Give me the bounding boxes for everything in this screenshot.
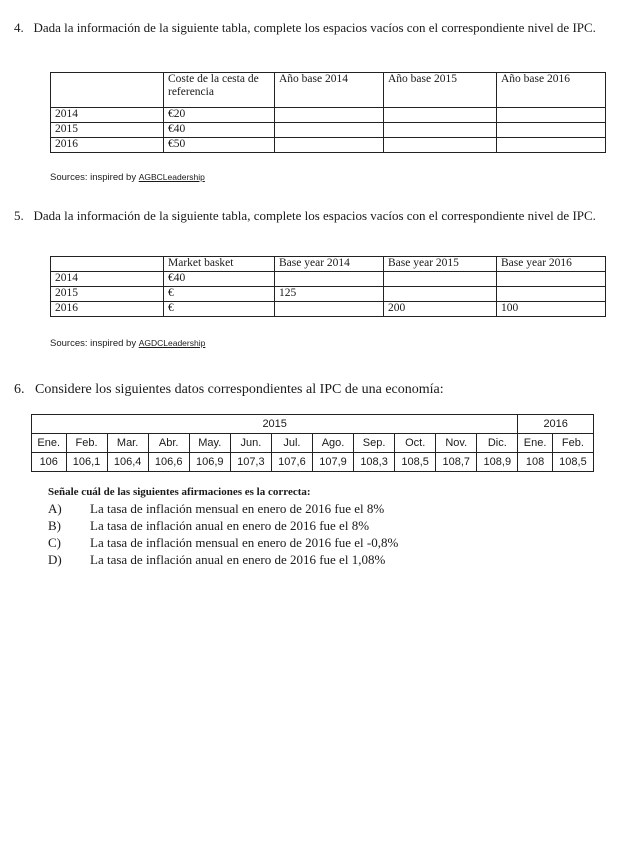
- table-cell: €20: [164, 108, 275, 123]
- table-cell: 2015: [51, 123, 164, 138]
- cpi-value-cell: 108,7: [436, 453, 477, 472]
- table-header-cell: Coste de la cesta de referencia: [164, 73, 275, 108]
- table-cell: 200: [384, 302, 497, 317]
- option-letter: B): [48, 518, 61, 533]
- cpi-value-cell: 107,3: [230, 453, 271, 472]
- table-header-cell: Año base 2015: [384, 73, 497, 108]
- month-cell: Ene.: [32, 434, 67, 453]
- table-cell: 2014: [51, 108, 164, 123]
- table-header-cell: Año base 2014: [275, 73, 384, 108]
- question-6: [14, 382, 444, 398]
- table-cell: €40: [164, 123, 275, 138]
- table-row: [51, 138, 606, 153]
- source-link: AGDCLeadership: [138, 338, 206, 348]
- table-cell: [384, 272, 497, 287]
- question-5-source: [50, 338, 205, 349]
- table-header-row: [51, 73, 606, 108]
- table-cell: 2015: [51, 287, 164, 302]
- table-header-cell: Base year 2016: [497, 257, 606, 272]
- option-c[interactable]: [48, 535, 398, 552]
- question-4-number: 4.: [14, 20, 24, 35]
- table-cell: [51, 73, 164, 108]
- table-header-row: [51, 257, 606, 272]
- table-cell: €: [164, 287, 275, 302]
- year-2016-header: 2016: [518, 415, 594, 434]
- option-b[interactable]: [48, 518, 398, 535]
- table-cell: [275, 138, 384, 153]
- question-6-text: Considere los siguientes datos correspondientes al IPC de una economía:: [35, 382, 444, 397]
- cpi-table: [31, 414, 594, 472]
- table-cell: €50: [164, 138, 275, 153]
- table-header-cell: Market basket: [164, 257, 275, 272]
- cpi-value-cell: 107,6: [271, 453, 312, 472]
- cpi-value-cell: 106,9: [189, 453, 230, 472]
- option-text: La tasa de inflación anual en enero de 2016 fue el 8%: [90, 518, 370, 533]
- month-cell: Mar.: [107, 434, 148, 453]
- month-cell: Jun.: [230, 434, 271, 453]
- month-cell: Sep.: [354, 434, 395, 453]
- cpi-value-cell: 106: [32, 453, 67, 472]
- question-4: [14, 20, 596, 36]
- table-cell: [275, 108, 384, 123]
- question-4-table: [50, 72, 606, 153]
- month-cell: Oct.: [395, 434, 436, 453]
- question-4-source: [50, 172, 205, 183]
- cpi-value-cell: 107,9: [312, 453, 353, 472]
- answer-options: [48, 486, 398, 569]
- option-text: La tasa de inflación anual en enero de 2016 fue el 1,08%: [90, 552, 386, 567]
- values-row: [32, 453, 594, 472]
- option-letter: C): [48, 535, 61, 550]
- question-5-number: 5.: [14, 208, 24, 223]
- table-cell: [384, 138, 497, 153]
- month-cell: May.: [189, 434, 230, 453]
- table-row: [51, 287, 606, 302]
- table-cell: 2014: [51, 272, 164, 287]
- month-cell: Jul.: [271, 434, 312, 453]
- table-header-cell: Base year 2015: [384, 257, 497, 272]
- source-link: AGBCLeadership: [138, 172, 205, 182]
- month-cell: Dic.: [477, 434, 518, 453]
- months-row: [32, 434, 594, 453]
- cpi-value-cell: 106,4: [107, 453, 148, 472]
- question-5: [14, 208, 596, 224]
- table-cell: 125: [275, 287, 384, 302]
- table-cell: [497, 138, 606, 153]
- question-4-text: Dada la información de la siguiente tabla, complete los espacios vacíos con el correspondiente nivel de IPC.: [33, 20, 596, 35]
- table-cell: €40: [164, 272, 275, 287]
- table-cell: 100: [497, 302, 606, 317]
- cpi-value-cell: 108,5: [395, 453, 436, 472]
- year-2015-header: 2015: [32, 415, 518, 434]
- table-cell: [384, 108, 497, 123]
- source-prefix: Sources: inspired by: [50, 338, 139, 349]
- cpi-value-cell: 106,1: [66, 453, 107, 472]
- source-prefix: Sources: inspired by: [50, 172, 139, 183]
- table-cell: [51, 257, 164, 272]
- table-header-cell: Año base 2016: [497, 73, 606, 108]
- table-cell: [275, 302, 384, 317]
- cpi-value-cell: 108,5: [552, 453, 593, 472]
- question-5-text: Dada la información de la siguiente tabla, complete los espacios vacíos con el correspondiente nivel de IPC.: [33, 208, 596, 223]
- table-row: [51, 302, 606, 317]
- table-cell: [497, 272, 606, 287]
- cpi-value-cell: 108,3: [354, 453, 395, 472]
- option-text: La tasa de inflación mensual en enero de 2016 fue el -0,8%: [90, 535, 399, 550]
- month-cell: Nov.: [436, 434, 477, 453]
- table-cell: [384, 287, 497, 302]
- table-cell: [275, 272, 384, 287]
- table-cell: [497, 287, 606, 302]
- option-a[interactable]: [48, 501, 398, 518]
- table-cell: €: [164, 302, 275, 317]
- month-cell: Abr.: [148, 434, 189, 453]
- option-text: La tasa de inflación mensual en enero de 2016 fue el 8%: [90, 501, 385, 516]
- question-5-table: [50, 256, 606, 317]
- table-row: [51, 108, 606, 123]
- month-cell: Feb.: [552, 434, 593, 453]
- question-6-number: 6.: [14, 382, 25, 397]
- option-letter: D): [48, 552, 62, 567]
- table-row: [51, 123, 606, 138]
- option-d[interactable]: [48, 552, 398, 569]
- table-row: [51, 272, 606, 287]
- table-cell: 2016: [51, 302, 164, 317]
- month-cell: Ago.: [312, 434, 353, 453]
- table-cell: [275, 123, 384, 138]
- table-header-cell: Base year 2014: [275, 257, 384, 272]
- cpi-value-cell: 108: [518, 453, 553, 472]
- option-letter: A): [48, 501, 62, 516]
- instruction: Señale cuál de las siguientes afirmaciones es la correcta:: [48, 486, 311, 498]
- month-cell: Feb.: [66, 434, 107, 453]
- table-cell: [384, 123, 497, 138]
- month-cell: Ene.: [518, 434, 553, 453]
- table-cell: [497, 108, 606, 123]
- cpi-value-cell: 108,9: [477, 453, 518, 472]
- cpi-value-cell: 106,6: [148, 453, 189, 472]
- table-cell: 2016: [51, 138, 164, 153]
- table-cell: [497, 123, 606, 138]
- year-row: [32, 415, 594, 434]
